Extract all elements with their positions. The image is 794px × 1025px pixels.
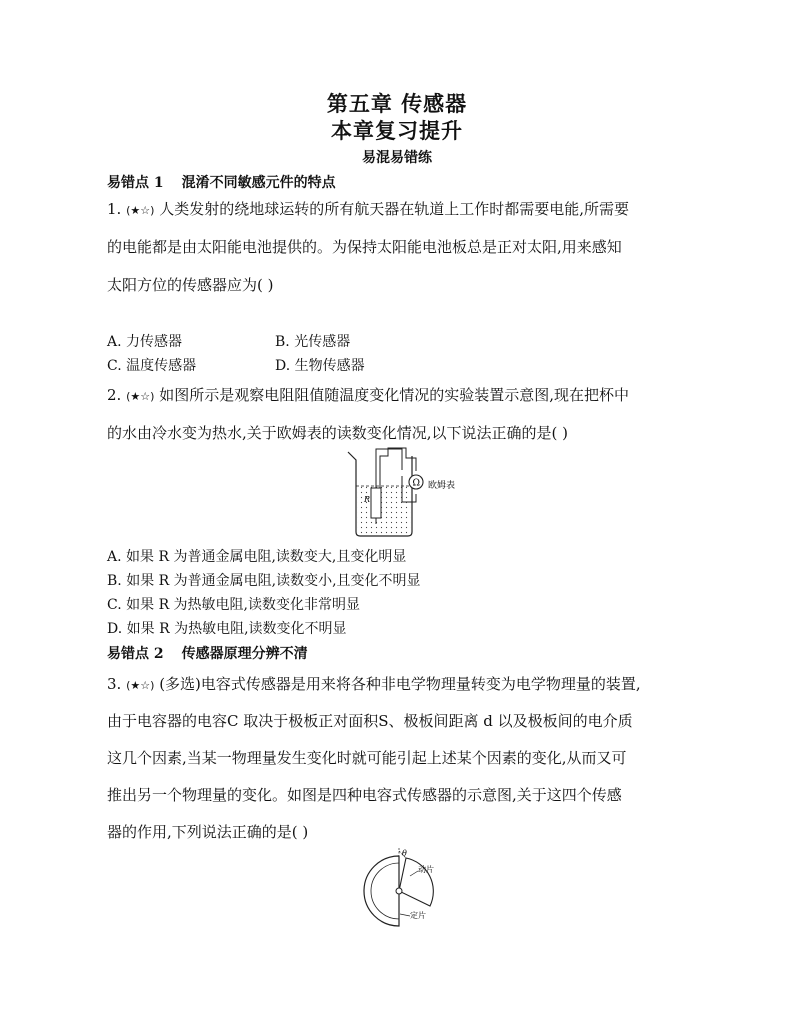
question-2-option-b: B. 如果 R 为普通金属电阻,读数变小,且变化不明显 xyxy=(107,573,421,589)
ohmmeter-label: 欧姆表 xyxy=(428,481,456,491)
error-point-label: 易错点 2 xyxy=(107,646,164,662)
question-1-option-a: A. 力传感器 xyxy=(107,334,183,350)
question-text: 如图所示是观察电阻阻值随温度变化情况的实验装置示意图,现在把杯中 xyxy=(159,386,629,404)
fixed-plate xyxy=(364,856,399,926)
question-3-line-4: 推出另一个物理量的变化。如图是四种电容式传感器的示意图,关于这四个传感 xyxy=(107,786,622,804)
resistor xyxy=(371,488,381,518)
chapter-title: 第五章 传感器 xyxy=(326,91,468,116)
fixed-plate-label: 定片 xyxy=(410,911,426,920)
question-1-option-c: C. 温度传感器 xyxy=(107,358,197,374)
difficulty-stars-icon: (★☆) xyxy=(126,679,155,692)
question-text: (多选)电容式传感器是用来将各种非电学物理量转变为电学物理量的装置, xyxy=(159,675,641,693)
question-3-line-5: 器的作用,下列说法正确的是( ) xyxy=(107,823,309,841)
question-1-line-1 xyxy=(107,198,629,219)
difficulty-stars-icon: (★☆) xyxy=(126,390,155,403)
question-3-line-2: 由于电容器的电容C 取决于极板正对面积S、极板间距离 d 以及极板间的电介质 xyxy=(107,712,633,730)
question-number: 3. xyxy=(107,675,122,693)
question-2-option-d: D. 如果 R 为热敏电阻,读数变化不明显 xyxy=(107,621,347,637)
error-point-title: 混淆不同敏感元件的特点 xyxy=(181,175,336,191)
question-3-line-3: 这几个因素,当某一物理量发生变化时就可能引起上述某个因素的变化,从而又可 xyxy=(107,749,627,767)
moving-plate-label: 动片 xyxy=(418,865,434,874)
question-2-line-2: 的水由冷水变为热水,关于欧姆表的读数变化情况,以下说法正确的是( ) xyxy=(107,424,569,442)
page-subtitle: 本章复习提升 xyxy=(331,118,463,143)
question-number: 2. xyxy=(107,386,122,404)
question-2-option-a: A. 如果 R 为普通金属电阻,读数变大,且变化明显 xyxy=(107,549,407,565)
resistor-label: R xyxy=(364,495,371,504)
rotating-capacitor-figure xyxy=(350,848,450,938)
question-1-option-d: D. 生物传感器 xyxy=(275,358,365,374)
water xyxy=(357,486,411,535)
question-text: 人类发射的绕地球运转的所有航天器在轨道上工作时都需要电能,所需要 xyxy=(159,200,629,218)
question-3-line-1 xyxy=(107,673,641,694)
difficulty-stars-icon: (★☆) xyxy=(126,204,155,217)
error-point-title: 传感器原理分辨不清 xyxy=(181,646,308,662)
error-point-2-heading xyxy=(107,643,308,663)
question-1-line-3: 太阳方位的传感器应为( ) xyxy=(107,276,274,294)
question-2-line-1 xyxy=(107,384,629,405)
angle-label: θ xyxy=(402,849,407,858)
thermistor-experiment-figure xyxy=(330,446,500,542)
ohmmeter-symbol: Ω xyxy=(412,478,420,489)
error-point-label: 易错点 1 xyxy=(107,175,164,191)
question-1-line-2: 的电能都是由太阳能电池提供的。为保持太阳能电池板总是正对太阳,用来感知 xyxy=(107,238,622,256)
question-number: 1. xyxy=(107,200,122,218)
question-2-option-c: C. 如果 R 为热敏电阻,读数变化非常明显 xyxy=(107,597,361,613)
error-point-1-heading xyxy=(107,172,336,192)
section-heading: 易混易错练 xyxy=(362,150,432,166)
question-1-option-b: B. 光传感器 xyxy=(275,334,351,350)
